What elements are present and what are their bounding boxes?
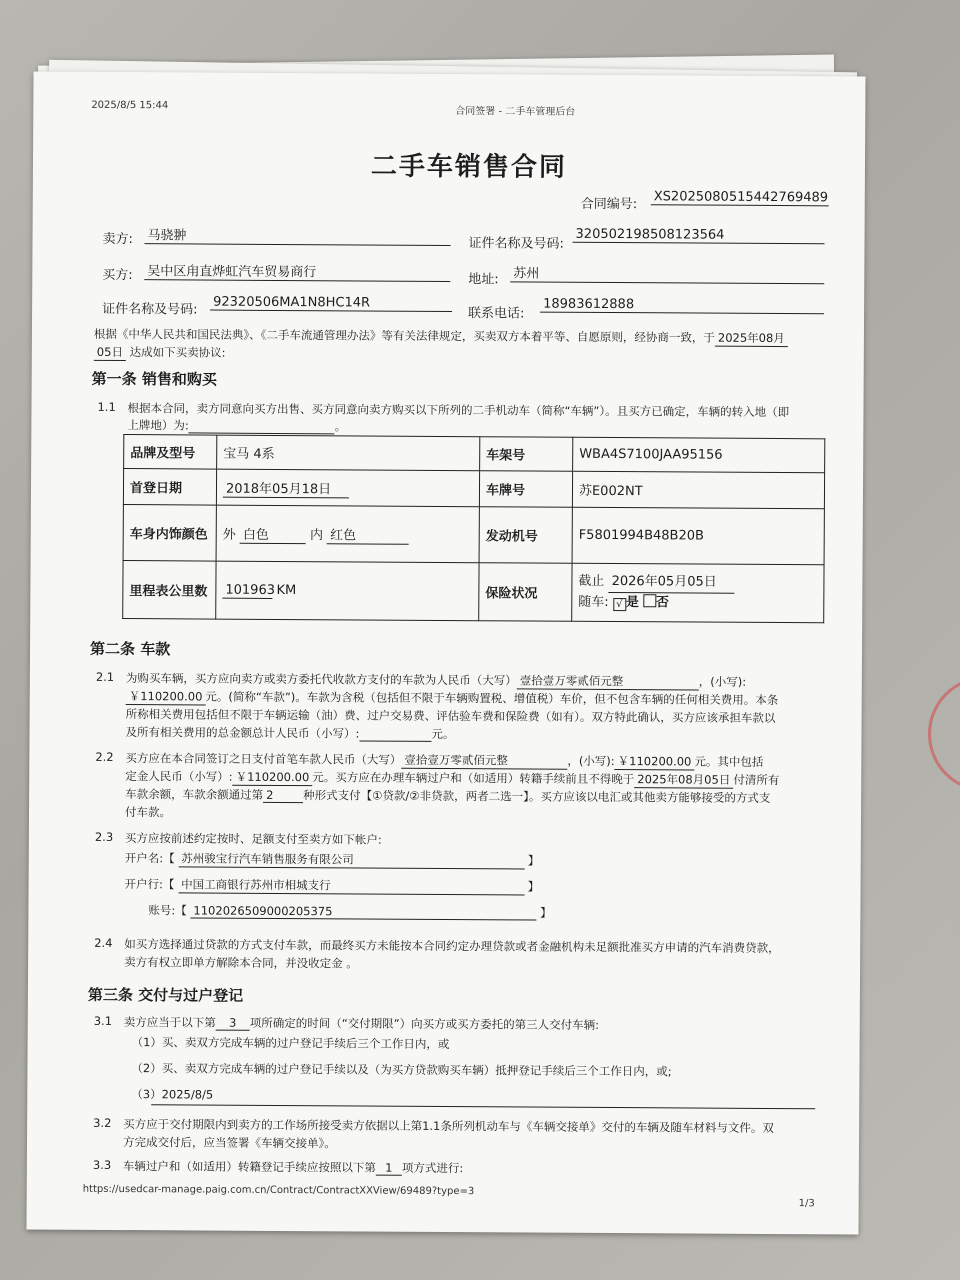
article-3-heading: 第三条 交付与过户登记: [87, 985, 244, 1005]
clause-2-1-line-2: ￥110200.00 元。(简称“车款”)。车款为含税（包括但不限于车辆购置税、增值税）车价，但不包含车辆的任何相关费用。本条: [126, 688, 779, 709]
vin-label: 车架号: [480, 437, 573, 472]
account-no-row: 账号:【 1102026509000205375 】: [148, 903, 552, 920]
clause-number: 1.1: [97, 399, 116, 414]
clause-2-4-line-2: 卖方有权立即单方解除本合同，并没收定金 。: [124, 955, 358, 971]
seller-id-label: 证件名称及号码:: [468, 236, 564, 252]
engine-label: 发动机号: [479, 507, 572, 564]
print-datetime: 2025/8/5 15:44: [91, 99, 169, 112]
clause-number: 3.1: [93, 1013, 113, 1028]
color-cell: 外 白色 内 红色: [216, 505, 479, 563]
delivery-option-3-line: [151, 1104, 815, 1109]
account-no: 1102026509000205375: [190, 903, 536, 920]
buyer-id: 92320506MA1N8HC14R: [210, 295, 452, 312]
contract-page: [26, 71, 865, 1234]
clause-number: 2.3: [94, 829, 114, 844]
clause-2-1-line-1: 为购买车辆，买方应向卖方或卖方委托代收款方支付的车款为人民币（大写） 壹拾壹万零贰佰元整 ，(小写):: [125, 671, 747, 689]
reg-date-cell: [216, 469, 479, 507]
checkbox-no: [643, 594, 656, 607]
account-name: 苏州骏宝行汽车销售服务有限公司: [178, 850, 524, 869]
clause-3-1-text: 卖方应当于以下第 3 项所确定的时间（“交付期限”）向买方或买方委托的第三人交付车辆:: [123, 1015, 600, 1032]
mileage-value: 101963: [222, 582, 272, 598]
clause-2-1-line-4: 及所有相关费用的总金额总计人民币（小写）: 元。: [125, 725, 455, 742]
clause-2-4-line-1: 如买方选择通过贷款的方式支付车款，而最终买方未能按本合同约定办理贷款或者金融机构未足额批准买方申请的汽车消费贷款，: [124, 937, 780, 956]
contract-no: XS2025080515442769489: [651, 189, 829, 206]
clause-2-2-line-4: 付车款。: [124, 805, 172, 820]
document-title: 二手车销售合同: [370, 151, 568, 183]
clause-number: 2.4: [94, 935, 113, 950]
print-url: https://usedcar-manage.paig.com.cn/Contract/ContractXXView/69489?type=3: [82, 1183, 475, 1198]
delivery-option-1: （1）买、卖双方完成车辆的过户登记手续后三个工作日内，或: [131, 1035, 450, 1052]
intro-text-2: 05日 达成如下买卖协议:: [94, 344, 226, 362]
clause-2-2-line-1: 买方应在本合同签订之日支付首笔车款人民币（大写） 壹拾壹万零贰佰元整 ，(小写): ￥110200.00 元。其中包括: [125, 751, 764, 769]
exterior-color: 白色: [240, 523, 306, 543]
clause-number: 2.2: [95, 749, 114, 764]
contract-no-label: 合同编号:: [580, 196, 638, 213]
clause-2-1-line-3: 所称相关费用包括但不限于车辆运输（油）费、过户交易费、评估验车费和保险费（如有）。双方特此确认，买方应该承担车款以: [125, 707, 776, 726]
engine-value: F5801994B48B20B: [572, 507, 824, 565]
color-label: 车身内饰颜色: [123, 505, 216, 562]
buyer-name: 吴中区甪直烨虹汽车贸易商行: [144, 260, 450, 282]
seller-label: 卖方:: [102, 231, 133, 248]
mileage-cell: 101963 KM: [216, 561, 479, 621]
delivery-option-3: （3）2025/8/5: [131, 1087, 214, 1102]
red-seal-stamp: [928, 676, 960, 792]
clause-2-2-line-3: 车款余额，车款余额通过第 2 种形式支付【①贷款/②非贷款，两者二选一】。买方应该以电汇或其他卖方能够接受的方式支: [125, 787, 771, 805]
interior-color: 红色: [327, 524, 409, 545]
insurance-cell: 截止 2026年05月05日 随车: √ 是 否: [572, 563, 824, 623]
checkbox-yes: √: [613, 598, 626, 611]
article-1-heading: 第一条 销售和购买: [91, 369, 217, 389]
plate-label: 车牌号: [479, 471, 572, 508]
vehicle-table: [122, 434, 825, 623]
address-label: 地址:: [468, 272, 499, 288]
phone: 18983612888: [540, 297, 824, 315]
address: 苏州: [510, 262, 824, 284]
brand-value: 宝马 4系: [217, 435, 480, 471]
clause-1-1-text: 根据本合同，卖方同意向买方出售、买方同意向卖方购买以下所列的二手机动车（简称“车辆”）。且买方已确定，车辆的转入地（即: [127, 401, 790, 420]
clause-3-3-text: 车辆过户和（如适用）转籍登记手续应按照以下第 1 项方式进行:: [122, 1159, 464, 1176]
account-bank-row: 开户行:【 中国工商银行苏州市相城支行 】: [124, 877, 540, 894]
insurance-until: 2026年05月05日: [609, 572, 735, 594]
buyer-label: 买方:: [102, 267, 133, 284]
insurance-label: 保险状况: [479, 563, 572, 622]
reg-date-value: 2018年05月18日: [223, 477, 349, 498]
print-page-number: 1/3: [798, 1198, 815, 1210]
buyer-id-label: 证件名称及号码:: [102, 301, 198, 318]
clause-1-1-text-2: 上牌地）为: 。: [127, 418, 347, 434]
clause-2-3-text: 买方应按前述约定按时、足额支付至卖方如下帐户:: [124, 831, 382, 847]
print-page-title: 合同签署 - 二手车管理后台: [455, 106, 576, 118]
reg-date-label: 首登日期: [123, 469, 216, 506]
seller-name: 马骁翀: [144, 224, 450, 246]
brand-label: 品牌及型号: [124, 435, 217, 470]
clause-3-2-line-2: 方完成交付后，应当签署《车辆交接单》。: [122, 1135, 336, 1151]
clause-number: 2.1: [95, 669, 115, 684]
delivery-date: 2025/8/5: [161, 1087, 214, 1102]
mileage-label: 里程表公里数: [123, 561, 216, 620]
vin-value: WBA4S7100JAA95156: [573, 437, 825, 473]
article-2-heading: 第二条 车款: [89, 639, 171, 659]
phone-label: 联系电话:: [468, 306, 525, 322]
account-name-row: 开户名:【 苏州骏宝行汽车销售服务有限公司 】: [124, 851, 540, 868]
intro-text: 根据《中华人民共和国民法典》、《二手车流通管理办法》等有关法律规定，买卖双方本着平等、自愿原则，经协商一致，于 2025年08月: [94, 326, 788, 347]
seller-id: 320502198508123564: [573, 227, 825, 245]
plate-value: 苏E002NT: [572, 471, 824, 509]
clause-3-2-line-1: 买方应于交付期限内到卖方的工作场所接受卖方依据以上第1.1条所列机动车与《车辆交接单》交付的车辆及随车材料与文件。双: [123, 1117, 774, 1136]
clause-number: 3.3: [92, 1157, 112, 1172]
account-bank: 中国工商银行苏州市相城支行: [178, 876, 524, 895]
clause-number: 3.2: [93, 1115, 112, 1130]
clause-2-2-line-2: 定金人民币（小写）: ￥110200.00 元。买方应在办理车辆过户和（如适用）转籍手续前且不得晚于 2025年08月05日 付清所有: [125, 769, 780, 788]
delivery-option-2: （2）买、卖双方完成车辆的过户登记手续以及（为买方贷款购买车辆）抵押登记手续后三个工作日内，或;: [131, 1061, 672, 1079]
